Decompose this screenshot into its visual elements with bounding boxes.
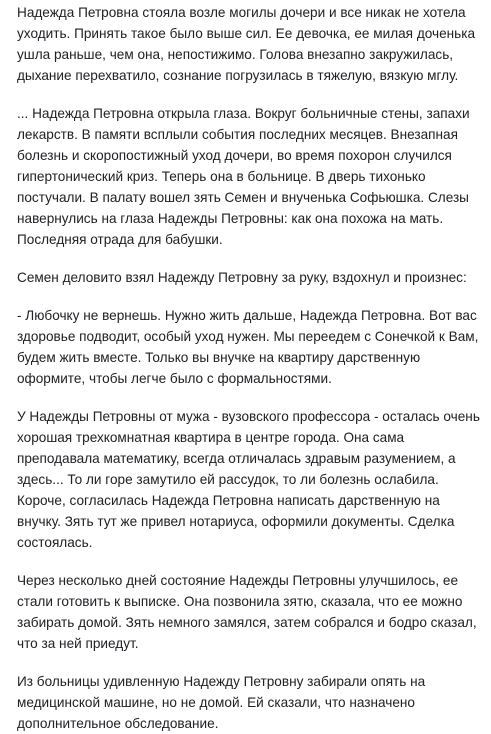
- paragraph-6: Через несколько дней состояние Надежды Петровны улучшилось, ее стали готовить к выписке. Она позвонила зятю, сказала, что ее можно забирать домой. Зять немного замялся, затем собрался и бодро сказал, что за ней приедут.: [17, 573, 477, 651]
- paragraph-1: Надежда Петровна стояла возле могилы дочери и все никак не хотела уходить. Принять такое было выше сил. Ее девочка, ее милая доченька ушла раньше, чем она, непостижимо. Голова внезапно закружилась, дыхание перехватило, сознание погрузилась в тяжелую, вязкую мглу.: [17, 5, 476, 83]
- paragraph-2: ... Надежда Петровна открыла глаза. Вокруг больничные стены, запахи лекарств. В памяти всплыли события последних месяцев. Внезапная болезнь и скоропостижный уход дочери, во время похорон случился гипертонический криз. Теперь она в больнице. В дверь тихонько постучали. В палату вошел зять Семен и внученька Софьюшка. Слезы навернулись на глаза Надежды Петровны: как она похожа на мать. Последняя отрада для бабушки.: [17, 106, 470, 247]
- paragraph-4: - Любочку не вернешь. Нужно жить дальше, Надежда Петровна. Вот вас здоровье подводит, особый уход нужен. Мы переедем с Сонечкой к Вам, будем жить вместе. Только вы внучке на квартиру дарственную оформите, чтобы легче было с формальностями.: [17, 308, 479, 386]
- paragraph-5: У Надежды Петровны от мужа - вузовского профессора - осталась очень хорошая трехкомнатная квартира в центре города. Она сама преподавала математику, всегда отличалась здравым разумением, а здесь... То ли горе замутило ей рассудок, то ли болезнь ослабила. Короче, согласилась Надежда Петровна написать дарственную на внучку. Зять тут же привел нотариуса, оформили документы. Сделка состоялась.: [17, 409, 480, 550]
- paragraph-7: Из больницы удивленную Надежду Петровну забирали опять на медицинской машине, но не домой. Ей сказали, что назначено дополнительное обследование.: [17, 674, 426, 731]
- paragraph-3: Семен деловито взял Надежду Петровну за руку, вздохнул и произнес:: [17, 270, 467, 285]
